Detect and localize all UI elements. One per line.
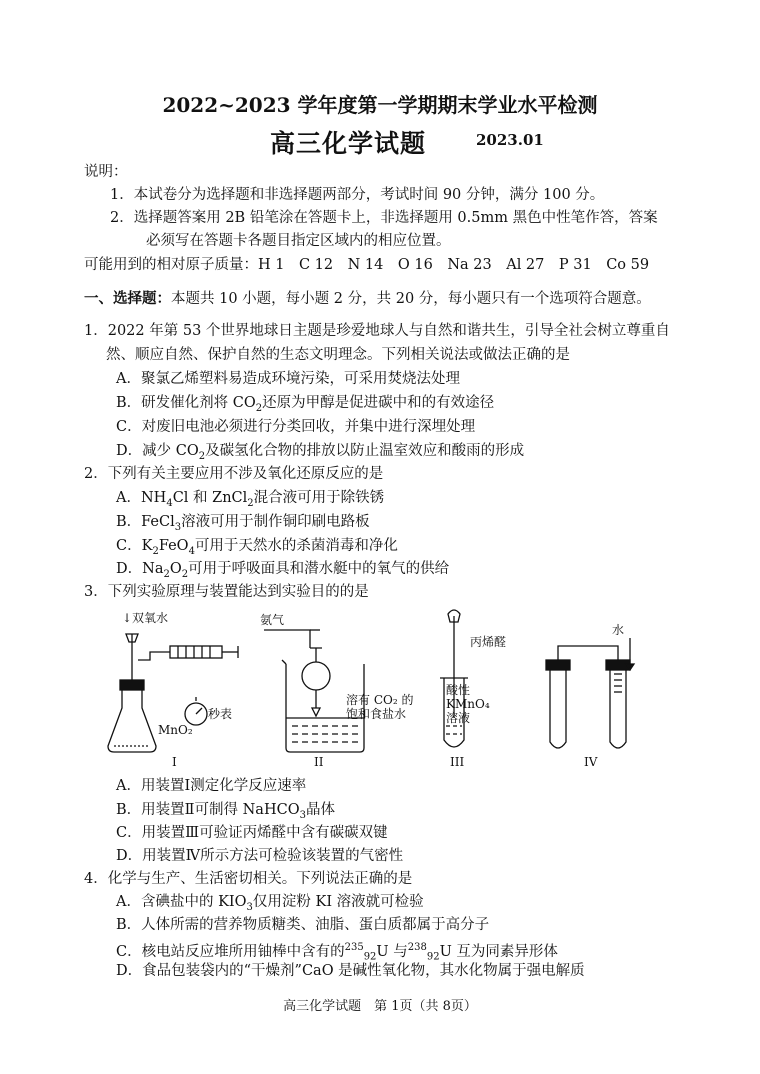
label-h2o2: ↓双氧水	[122, 611, 169, 625]
q1-option-b: B．研发催化剂将 $CO_2$还原为甲醇是促进碳中和的有效途径	[116, 395, 495, 414]
q1-option-c: C．对废旧电池必须进行分类回收，并集中进行深埋处理	[116, 419, 476, 435]
q4-option-b: B．人体所需的营养物质糖类、油脂、蛋白质都属于高分子	[116, 917, 490, 933]
q2-option-d: D．$Na_2O_2$可用于呼吸面具和潜水艇中的氧气的供给	[116, 561, 450, 580]
apparatus-figure	[100, 608, 660, 768]
label-stopwatch: 秒表	[208, 707, 233, 721]
label-mno2: MnO₂	[158, 723, 193, 737]
instruction-item-2-cont: 必须写在答题卡各题目指定区域内的相应位置。	[146, 233, 451, 249]
instruction-item-2: 2．选择题答案用 2B 铅笔涂在答题卡上，非选择题用 0.5mm 黑色中性笔作答，答案	[110, 210, 658, 226]
apparatus-3	[440, 610, 471, 747]
q2-option-c: C．$K_2FeO_4$可用于天然水的杀菌消毒和净化	[116, 538, 398, 557]
q3-option-b: B．用装置Ⅱ可制得 NaHCO$_3$晶体	[116, 802, 335, 821]
label-apparatus-4: IV	[584, 755, 598, 768]
q1-option-a: A．聚氯乙烯塑料易造成环境污染，可采用焚烧法处理	[116, 371, 460, 387]
q3-option-d: D．用装置Ⅳ所示方法可检验该装置的气密性	[116, 848, 404, 864]
section-1-heading	[84, 290, 651, 308]
q1-option-d: D．减少 $CO_2$及碳氢化合物的排放以防止温室效应和酸雨的形成	[116, 443, 525, 462]
subject-title: 高三化学试题	[270, 129, 427, 158]
q4-option-d: D．食品包装袋内的“干燥剂”CaO 是碱性氧化物，其水化物属于强电解质	[116, 963, 585, 979]
exam-title: 2022~2023 学年度第一学期期末学业水平检测	[162, 93, 598, 117]
q4-stem: 4．化学与生产、生活密切相关。下列说法正确的是	[84, 871, 413, 887]
apparatus-4	[546, 638, 634, 748]
label-ammonia: 氨气	[260, 613, 285, 627]
label-acrolein: 丙烯醛	[470, 635, 507, 649]
q4-option-a: A．含碘盐中的 $KIO_3$仅用淀粉 KI 溶液就可检验	[116, 894, 424, 913]
atomic-mass-line: 可能用到的相对原子质量：H 1 C 12 N 14 O 16 Na 23 Al 27 P 31 Co 59	[84, 257, 650, 273]
label-apparatus-1: I	[172, 755, 177, 768]
q1-stem-cont: 然、顺应自然、保护自然的生态文明理念。下列相关说法或做法正确的是	[106, 347, 570, 363]
apparatus-2	[264, 630, 364, 752]
q2-option-a: A．$NH_4Cl$ 和 ZnCl$_2$混合液可用于除铁锈	[116, 490, 385, 509]
label-kmno4-1: 酸性	[446, 683, 471, 697]
q3-option-c: C．用装置Ⅲ可验证丙烯醛中含有碳碳双键	[116, 825, 388, 841]
page-footer: 高三化学试题 第 1页（共 8页）	[283, 999, 477, 1014]
label-brine-1: 溶有 CO₂ 的	[346, 693, 414, 707]
instruction-item-1: 1．本试卷分为选择题和非选择题两部分，考试时间 90 分钟，满分 100 分。	[110, 187, 605, 203]
label-kmno4-3: 溶液	[446, 711, 471, 725]
label-water: 水	[612, 623, 625, 637]
instructions-label: 说明：	[84, 164, 128, 180]
q2-option-b: B．FeCl$_3$溶液可用于制作铜印刷电路板	[116, 514, 370, 533]
label-apparatus-2: II	[314, 755, 324, 768]
label-kmno4-2: KMnO₄	[446, 697, 490, 711]
q3-stem: 3．下列实验原理与装置能达到实验目的的是	[84, 584, 369, 600]
exam-date: 2023.01	[476, 131, 544, 149]
q2-stem: 2．下列有关主要应用不涉及氧化还原反应的是	[84, 466, 384, 482]
label-apparatus-3: III	[450, 755, 465, 768]
section-1-label: 一、选择题：	[84, 290, 171, 307]
section-1-desc: 本题共 10 小题，每小题 2 分，共 20 分，每小题只有一个选项符合题意。	[171, 291, 651, 307]
label-brine-2: 饱和食盐水	[346, 707, 407, 721]
q4-option-c: C．核电站反应堆所用铀棒中含有的$^{235}_{92}$U 与$^{238}_{92}$U 互为同素异形体	[116, 942, 558, 963]
q1-stem: 1．2022 年第 53 个世界地球日主题是珍爱地球人与自然和谐共生，引导全社会树立尊重自	[84, 323, 670, 339]
q3-option-a: A．用装置Ⅰ测定化学反应速率	[116, 778, 307, 794]
